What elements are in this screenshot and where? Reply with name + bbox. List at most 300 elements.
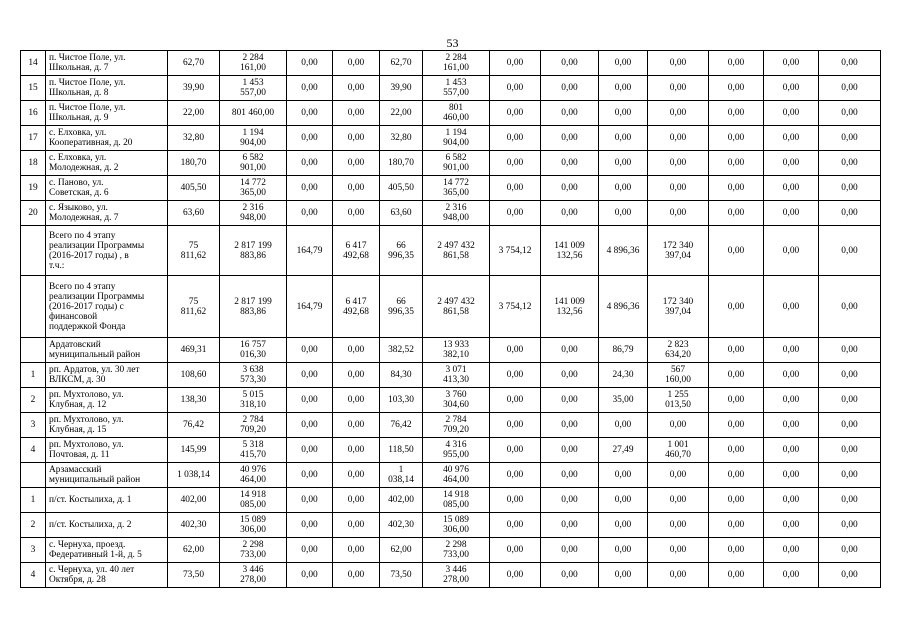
table-cell: 4 896,36 — [599, 276, 648, 338]
table-cell: 0,00 — [287, 151, 333, 176]
table-row — [21, 338, 881, 363]
table-cell: 0,00 — [490, 363, 541, 388]
table-row — [21, 563, 881, 588]
table-cell: 63,60 — [380, 201, 423, 226]
row-number: 16 — [21, 101, 46, 126]
table-cell: 2 497 432 861,58 — [423, 276, 490, 338]
table-cell: 0,00 — [648, 101, 709, 126]
table-cell: 0,00 — [541, 51, 599, 76]
table-cell: 0,00 — [490, 176, 541, 201]
table-cell: 0,00 — [333, 126, 380, 151]
row-number: 20 — [21, 201, 46, 226]
table-cell: 141 009 132,56 — [541, 226, 599, 276]
table-cell: 0,00 — [541, 513, 599, 538]
row-number: 3 — [21, 538, 46, 563]
table-cell: 0,00 — [709, 76, 764, 101]
table-cell: 40 976 464,00 — [423, 463, 490, 488]
table-cell: 0,00 — [648, 463, 709, 488]
table-cell: 15 089 306,00 — [220, 513, 287, 538]
table-cell: 0,00 — [541, 538, 599, 563]
table-cell: 0,00 — [541, 463, 599, 488]
table-cell: 0,00 — [709, 463, 764, 488]
table-cell: 73,50 — [380, 563, 423, 588]
table-cell: 0,00 — [819, 413, 881, 438]
table-cell: 0,00 — [490, 538, 541, 563]
table-cell: 76,42 — [380, 413, 423, 438]
data-table — [20, 50, 881, 588]
table-cell: 6 417 492,68 — [333, 226, 380, 276]
row-name: с. Чернуха, ул. 40 лет Октября, д. 28 — [46, 563, 168, 588]
table-cell: 0,00 — [287, 563, 333, 588]
table-cell: 0,00 — [333, 176, 380, 201]
table-cell: 0,00 — [490, 51, 541, 76]
table-cell: 0,00 — [648, 538, 709, 563]
table-cell: 0,00 — [764, 101, 819, 126]
row-name: с. Паново, ул. Советская, д. 6 — [46, 176, 168, 201]
table-cell: 0,00 — [648, 413, 709, 438]
row-number: 1 — [21, 363, 46, 388]
table-cell: 0,00 — [541, 388, 599, 413]
table-cell: 0,00 — [648, 126, 709, 151]
row-name: п. Чистое Поле, ул. Школьная, д. 7 — [46, 51, 168, 76]
table-cell: 0,00 — [648, 201, 709, 226]
table-row — [21, 101, 881, 126]
row-number: 3 — [21, 413, 46, 438]
table-cell: 118,50 — [380, 438, 423, 463]
table-cell: 0,00 — [709, 101, 764, 126]
row-number — [21, 226, 46, 276]
table-cell: 469,31 — [168, 338, 220, 363]
table-cell: 172 340 397,04 — [648, 226, 709, 276]
row-number: 4 — [21, 563, 46, 588]
table-cell: 27,49 — [599, 438, 648, 463]
table-row — [21, 126, 881, 151]
table-cell: 180,70 — [168, 151, 220, 176]
table-cell: 0,00 — [819, 226, 881, 276]
table-cell: 0,00 — [599, 463, 648, 488]
table-cell: 0,00 — [819, 363, 881, 388]
table-cell: 0,00 — [709, 201, 764, 226]
table-cell: 0,00 — [764, 463, 819, 488]
table-cell: 14 918 085,00 — [423, 488, 490, 513]
table-cell: 0,00 — [490, 563, 541, 588]
table-cell: 0,00 — [490, 101, 541, 126]
table-cell: 0,00 — [819, 388, 881, 413]
table-cell: 0,00 — [819, 563, 881, 588]
table-cell: 62,70 — [380, 51, 423, 76]
table-cell: 0,00 — [287, 76, 333, 101]
table-row — [21, 388, 881, 413]
table-cell: 0,00 — [333, 51, 380, 76]
table-cell: 0,00 — [541, 413, 599, 438]
table-cell: 0,00 — [490, 151, 541, 176]
table-cell: 0,00 — [648, 488, 709, 513]
table-cell: 1 194 904,00 — [423, 126, 490, 151]
table-cell: 14 918 085,00 — [220, 488, 287, 513]
table-cell: 0,00 — [541, 563, 599, 588]
row-name: Всего по 4 этапу реализации Программы (2016-2017 годы) с финансовой поддержкой Фонда — [46, 276, 168, 338]
table-cell: 0,00 — [648, 513, 709, 538]
table-cell: 0,00 — [764, 338, 819, 363]
table-cell: 14 772 365,00 — [220, 176, 287, 201]
table-row — [21, 513, 881, 538]
table-cell: 3 638 573,30 — [220, 363, 287, 388]
row-number: 1 — [21, 488, 46, 513]
table-row — [21, 488, 881, 513]
row-name: рп. Мухтолово, ул. Клубная, д. 12 — [46, 388, 168, 413]
table-cell: 24,30 — [599, 363, 648, 388]
row-name: Арзамасский муниципальный район — [46, 463, 168, 488]
table-row — [21, 76, 881, 101]
row-number: 4 — [21, 438, 46, 463]
table-cell: 0,00 — [764, 513, 819, 538]
table-cell: 172 340 397,04 — [648, 276, 709, 338]
table-cell: 0,00 — [287, 438, 333, 463]
table-cell: 0,00 — [819, 76, 881, 101]
table-cell: 13 933 382,10 — [423, 338, 490, 363]
row-name: Ардатовский муниципальный район — [46, 338, 168, 363]
row-number — [21, 463, 46, 488]
table-cell: 1 038,14 — [380, 463, 423, 488]
row-number: 17 — [21, 126, 46, 151]
table-cell: 66 996,35 — [380, 226, 423, 276]
row-name: рп. Мухтолово, ул. Почтовая, д. 11 — [46, 438, 168, 463]
table-cell: 0,00 — [333, 538, 380, 563]
table-cell: 0,00 — [819, 538, 881, 563]
table-cell: 62,00 — [168, 538, 220, 563]
table-cell: 0,00 — [599, 51, 648, 76]
table-cell: 0,00 — [709, 363, 764, 388]
table-cell: 0,00 — [490, 201, 541, 226]
table-cell: 0,00 — [599, 201, 648, 226]
table-cell: 0,00 — [819, 126, 881, 151]
table-cell: 0,00 — [333, 388, 380, 413]
table-cell: 0,00 — [333, 151, 380, 176]
table-cell: 0,00 — [541, 201, 599, 226]
table-cell: 0,00 — [541, 101, 599, 126]
table-cell: 0,00 — [490, 488, 541, 513]
table-cell: 138,30 — [168, 388, 220, 413]
table-cell: 0,00 — [764, 176, 819, 201]
row-name: с. Языково, ул. Молодежная, д. 7 — [46, 201, 168, 226]
table-cell: 0,00 — [541, 126, 599, 151]
table-cell: 3 446 278,00 — [423, 563, 490, 588]
table-cell: 0,00 — [709, 513, 764, 538]
table-cell: 22,00 — [168, 101, 220, 126]
table-cell: 164,79 — [287, 276, 333, 338]
table-cell: 2 298 733,00 — [423, 538, 490, 563]
table-cell: 76,42 — [168, 413, 220, 438]
table-cell: 0,00 — [599, 126, 648, 151]
row-name: с. Елховка, ул. Кооперативная, д. 20 — [46, 126, 168, 151]
table-cell: 86,79 — [599, 338, 648, 363]
table-cell: 0,00 — [764, 438, 819, 463]
table-cell: 0,00 — [764, 201, 819, 226]
table-row — [21, 201, 881, 226]
row-name: с. Чернуха, проезд. Федеративный 1-й, д. 5 — [46, 538, 168, 563]
table-cell: 0,00 — [764, 226, 819, 276]
row-name: рп. Мухтолово, ул. Клубная, д. 15 — [46, 413, 168, 438]
table-cell: 0,00 — [709, 276, 764, 338]
table-cell: 0,00 — [709, 151, 764, 176]
table-cell: 2 823 634,20 — [648, 338, 709, 363]
table-cell: 0,00 — [287, 488, 333, 513]
table-cell: 39,90 — [168, 76, 220, 101]
table-cell: 0,00 — [599, 563, 648, 588]
table-body — [21, 51, 881, 588]
table-cell: 0,00 — [287, 538, 333, 563]
table-cell: 0,00 — [541, 176, 599, 201]
table-cell: 0,00 — [287, 176, 333, 201]
table-cell: 3 760 304,60 — [423, 388, 490, 413]
table-cell: 0,00 — [599, 176, 648, 201]
table-cell: 3 071 413,30 — [423, 363, 490, 388]
table-cell: 16 757 016,30 — [220, 338, 287, 363]
table-cell: 180,70 — [380, 151, 423, 176]
table-cell: 0,00 — [819, 438, 881, 463]
table-cell: 4 316 955,00 — [423, 438, 490, 463]
table-cell: 0,00 — [764, 413, 819, 438]
table-cell: 402,30 — [168, 513, 220, 538]
table-cell: 66 996,35 — [380, 276, 423, 338]
table-cell: 3 446 278,00 — [220, 563, 287, 588]
table-cell: 75 811,62 — [168, 226, 220, 276]
table-cell: 2 817 199 883,86 — [220, 226, 287, 276]
table-cell: 0,00 — [490, 463, 541, 488]
table-cell: 382,52 — [380, 338, 423, 363]
table-cell: 0,00 — [599, 151, 648, 176]
table-cell: 0,00 — [709, 51, 764, 76]
table-cell: 145,99 — [168, 438, 220, 463]
table-cell: 0,00 — [709, 176, 764, 201]
table-cell: 0,00 — [287, 513, 333, 538]
row-name: п/ст. Костылиха, д. 1 — [46, 488, 168, 513]
table-cell: 0,00 — [764, 563, 819, 588]
table-cell: 108,60 — [168, 363, 220, 388]
table-cell: 0,00 — [648, 51, 709, 76]
table-cell: 405,50 — [380, 176, 423, 201]
table-cell: 0,00 — [490, 413, 541, 438]
table-cell: 4 896,36 — [599, 226, 648, 276]
table-cell: 0,00 — [648, 76, 709, 101]
table-row — [21, 438, 881, 463]
table-cell: 14 772 365,00 — [423, 176, 490, 201]
table-cell: 0,00 — [490, 338, 541, 363]
table-cell: 3 754,12 — [490, 276, 541, 338]
table-cell: 567 160,00 — [648, 363, 709, 388]
table-cell: 0,00 — [490, 76, 541, 101]
table-cell: 0,00 — [819, 176, 881, 201]
table-cell: 0,00 — [599, 513, 648, 538]
table-cell: 84,30 — [380, 363, 423, 388]
table-cell: 0,00 — [709, 126, 764, 151]
table-cell: 0,00 — [287, 51, 333, 76]
table-cell: 0,00 — [764, 126, 819, 151]
table-row — [21, 276, 881, 338]
table-cell: 0,00 — [764, 76, 819, 101]
table-cell: 0,00 — [709, 226, 764, 276]
table-cell: 405,50 — [168, 176, 220, 201]
table-cell: 402,30 — [380, 513, 423, 538]
table-cell: 0,00 — [599, 413, 648, 438]
table-cell: 2 316 948,00 — [220, 201, 287, 226]
table-cell: 35,00 — [599, 388, 648, 413]
table-cell: 6 417 492,68 — [333, 276, 380, 338]
table-cell: 0,00 — [764, 363, 819, 388]
table-cell: 0,00 — [709, 488, 764, 513]
row-name: Всего по 4 этапу реализации Программы (2016-2017 годы) , в т.ч.: — [46, 226, 168, 276]
table-row — [21, 51, 881, 76]
table-cell: 0,00 — [599, 76, 648, 101]
table-cell: 40 976 464,00 — [220, 463, 287, 488]
table-cell: 0,00 — [333, 463, 380, 488]
table-cell: 0,00 — [287, 201, 333, 226]
table-cell: 0,00 — [764, 388, 819, 413]
table-row — [21, 463, 881, 488]
table-cell: 402,00 — [380, 488, 423, 513]
table-row — [21, 176, 881, 201]
table-cell: 141 009 132,56 — [541, 276, 599, 338]
table-cell: 0,00 — [648, 151, 709, 176]
table-row — [21, 226, 881, 276]
table-cell: 0,00 — [333, 363, 380, 388]
table-cell: 0,00 — [333, 513, 380, 538]
table-cell: 3 754,12 — [490, 226, 541, 276]
table-cell: 0,00 — [287, 338, 333, 363]
table-cell: 0,00 — [819, 276, 881, 338]
table-cell: 1 038,14 — [168, 463, 220, 488]
row-name: с. Елховка, ул. Молодежная, д. 2 — [46, 151, 168, 176]
table-cell: 0,00 — [490, 388, 541, 413]
table-cell: 22,00 — [380, 101, 423, 126]
table-cell: 0,00 — [333, 438, 380, 463]
table-cell: 62,70 — [168, 51, 220, 76]
table-cell: 32,80 — [168, 126, 220, 151]
table-cell: 6 582 901,00 — [220, 151, 287, 176]
table-cell: 0,00 — [764, 538, 819, 563]
table-cell: 1 453 557,00 — [220, 76, 287, 101]
table-cell: 0,00 — [333, 201, 380, 226]
table-cell: 0,00 — [541, 363, 599, 388]
table-cell: 0,00 — [333, 488, 380, 513]
table-cell: 0,00 — [287, 126, 333, 151]
table-cell: 0,00 — [819, 463, 881, 488]
table-cell: 2 284 161,00 — [220, 51, 287, 76]
table-cell: 1 453 557,00 — [423, 76, 490, 101]
table-cell: 0,00 — [764, 51, 819, 76]
table-cell: 0,00 — [333, 76, 380, 101]
table-cell: 0,00 — [541, 76, 599, 101]
table-row — [21, 538, 881, 563]
table-cell: 0,00 — [764, 276, 819, 338]
table-cell: 2 298 733,00 — [220, 538, 287, 563]
table-cell: 0,00 — [490, 126, 541, 151]
table-cell: 2 316 948,00 — [423, 201, 490, 226]
table-cell: 0,00 — [819, 513, 881, 538]
table-cell: 0,00 — [599, 538, 648, 563]
table-cell: 0,00 — [333, 563, 380, 588]
table-cell: 1 255 013,50 — [648, 388, 709, 413]
table-cell: 62,00 — [380, 538, 423, 563]
table-cell: 63,60 — [168, 201, 220, 226]
table-cell: 0,00 — [819, 201, 881, 226]
table-cell: 5 015 318,10 — [220, 388, 287, 413]
row-name: п/ст. Костылиха, д. 2 — [46, 513, 168, 538]
table-cell: 75 811,62 — [168, 276, 220, 338]
page-number: 53 — [446, 36, 459, 50]
table-row — [21, 363, 881, 388]
table-cell: 39,90 — [380, 76, 423, 101]
table-cell: 0,00 — [490, 438, 541, 463]
table-cell: 0,00 — [599, 101, 648, 126]
table-cell: 2 284 161,00 — [423, 51, 490, 76]
table-cell: 801 460,00 — [220, 101, 287, 126]
row-number: 14 — [21, 51, 46, 76]
table-cell: 2 817 199 883,86 — [220, 276, 287, 338]
table-cell: 0,00 — [541, 438, 599, 463]
table-cell: 0,00 — [819, 101, 881, 126]
table-cell: 0,00 — [541, 488, 599, 513]
table-cell: 0,00 — [541, 151, 599, 176]
table-cell: 0,00 — [333, 338, 380, 363]
table-cell: 32,80 — [380, 126, 423, 151]
table-cell: 0,00 — [287, 413, 333, 438]
table-cell: 0,00 — [709, 338, 764, 363]
table-cell: 0,00 — [648, 563, 709, 588]
table-cell: 2 784 709,20 — [220, 413, 287, 438]
row-number — [21, 276, 46, 338]
table-cell: 0,00 — [709, 388, 764, 413]
table-cell: 0,00 — [333, 413, 380, 438]
table-cell: 2 497 432 861,58 — [423, 226, 490, 276]
table-cell: 15 089 306,00 — [423, 513, 490, 538]
row-number: 15 — [21, 76, 46, 101]
table-cell: 0,00 — [709, 413, 764, 438]
table-cell: 0,00 — [764, 488, 819, 513]
row-name: п. Чистое Поле, ул. Школьная, д. 8 — [46, 76, 168, 101]
row-name: рп. Ардатов, ул. 30 лет ВЛКСМ, д. 30 — [46, 363, 168, 388]
table-cell: 0,00 — [599, 488, 648, 513]
table-cell: 0,00 — [287, 101, 333, 126]
table-cell: 801 460,00 — [423, 101, 490, 126]
table-cell: 2 784 709,20 — [423, 413, 490, 438]
table-row — [21, 151, 881, 176]
table-cell: 0,00 — [287, 463, 333, 488]
table-cell: 0,00 — [709, 538, 764, 563]
table-cell: 103,30 — [380, 388, 423, 413]
row-name: п. Чистое Поле, ул. Школьная, д. 9 — [46, 101, 168, 126]
table-cell: 0,00 — [819, 151, 881, 176]
table-cell: 6 582 901,00 — [423, 151, 490, 176]
table-cell: 0,00 — [541, 338, 599, 363]
table-cell: 0,00 — [819, 51, 881, 76]
table-cell: 0,00 — [333, 101, 380, 126]
table-cell: 0,00 — [648, 176, 709, 201]
table-cell: 1 001 460,70 — [648, 438, 709, 463]
table-cell: 0,00 — [709, 563, 764, 588]
table-cell: 5 318 415,70 — [220, 438, 287, 463]
row-number — [21, 338, 46, 363]
table-cell: 0,00 — [709, 438, 764, 463]
table-cell: 0,00 — [490, 513, 541, 538]
row-number: 2 — [21, 388, 46, 413]
table-cell: 402,00 — [168, 488, 220, 513]
table-cell: 0,00 — [819, 488, 881, 513]
row-number: 19 — [21, 176, 46, 201]
table-cell: 0,00 — [764, 151, 819, 176]
row-number: 2 — [21, 513, 46, 538]
row-number: 18 — [21, 151, 46, 176]
